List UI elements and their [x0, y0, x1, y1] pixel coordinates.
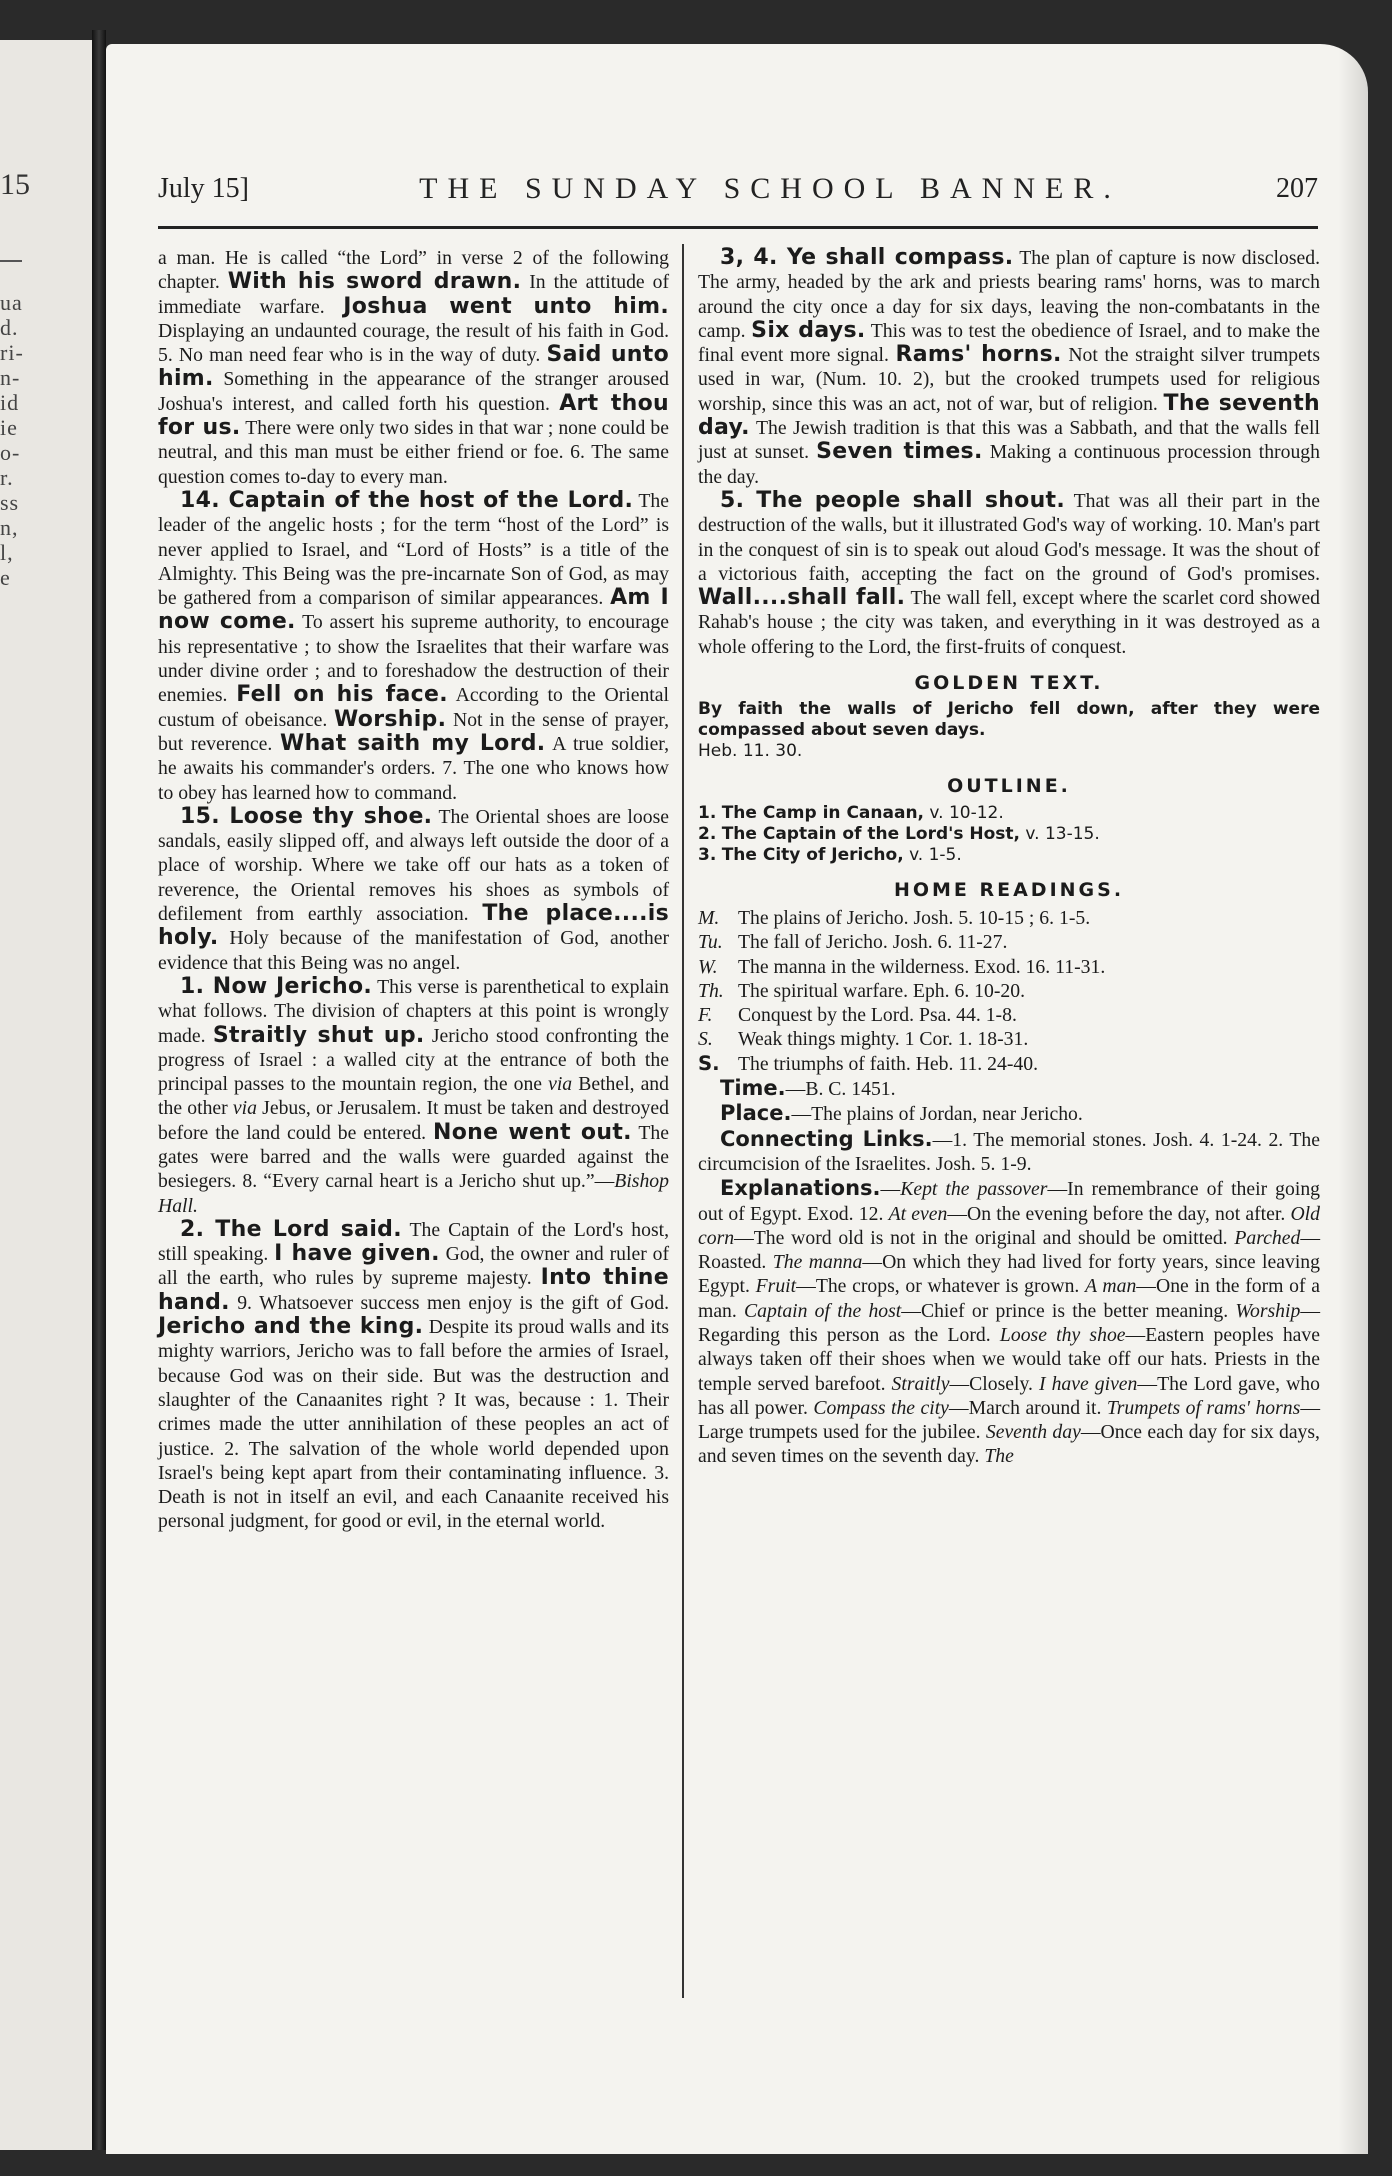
commentary-heading: 2. The Lord said.	[180, 1216, 402, 1242]
time-line	[698, 1076, 1320, 1101]
body-text: There were only two sides in that war ; none could be neutral, and this man must be either friend or foe. 6. The same question comes to-day to every man.	[158, 417, 669, 488]
commentary-heading: I have given.	[274, 1241, 440, 1267]
commentary-heading: Art thou for us.	[158, 390, 669, 441]
body-text: Jericho stood confronting the progress of Israel : a walled city at the entrance of both the principal passes to the mountain region, the one	[158, 1024, 670, 1096]
outline-label: The Captain of the Lord's Host,	[721, 823, 1020, 844]
place-line	[698, 1101, 1320, 1126]
outline-reference: v. 13-15.	[1025, 823, 1100, 844]
golden-text-body: By faith the walls of Jericho fell down, after they were compassed about seven days.	[698, 699, 1320, 741]
outline-reference: v. 10-12.	[929, 802, 1004, 823]
body-text: Not the straight silver trumpets used in war, (Num. 10. 2), but the crooked trumpets used for religious worship, since this was an act, not of war, but of religion.	[698, 344, 1320, 415]
commentary-heading: 3, 4. Ye shall compass.	[720, 245, 1014, 270]
outline-number: 2.	[698, 823, 717, 844]
explanation-definition: —On which they had lived for forty years, since leaving Egypt.	[698, 1251, 1320, 1298]
header-date: July 15]	[158, 172, 249, 204]
body-text: This was to test the obedience of Israel, and to make the final event more signal.	[698, 319, 1321, 367]
commentary-heading: Joshua went unto him.	[343, 293, 669, 319]
explanation-term: Old corn	[698, 1202, 1320, 1249]
previous-page-fragment: ie	[0, 415, 18, 440]
commentary-paragraph	[158, 975, 669, 1218]
explanation-definition: —The Lord gave, who has all power.	[698, 1372, 1320, 1419]
reading-text: The manna in the wilderness. Exod. 16. 11-31.	[738, 955, 1106, 978]
body-text: To assert his supreme authority, to encourage his representative ; to show the Israelites that their warfare was under divine order ; and to foreshadow the destruction of their enemies.	[158, 611, 669, 707]
commentary-heading: 5. The people shall shout.	[720, 487, 1066, 513]
reading-text: The spiritual warfare. Eph. 6. 10-20.	[738, 979, 1026, 1002]
previous-page-fragment: n-	[0, 365, 21, 390]
previous-page-fragment: r.	[0, 465, 14, 490]
explanations	[698, 1176, 1320, 1469]
outline-title: OUTLINE.	[947, 775, 1071, 798]
reading-text: The fall of Jericho. Josh. 6. 11-27.	[738, 931, 1008, 954]
explanation-term: Worship	[1235, 1299, 1301, 1322]
body-text: That was all their part in the destruction of the walls, but it illustrated God's way of working. 10. Man's part in the conquest of sin is to speak out aloud God's message. It was the shout of a victorious faith, accepting the fact on the ground of God's promises.	[698, 489, 1320, 585]
previous-page-fragment: e	[0, 565, 11, 590]
explanations-label: Explanations.	[720, 1176, 881, 1201]
explanation-definition: —The crops, or whatever is grown.	[796, 1275, 1086, 1298]
commentary-heading: The place....is holy.	[158, 901, 669, 951]
body-text: God, the owner and ruler of all the earth, who rules by supreme majesty.	[158, 1243, 670, 1290]
body-text: Jebus, or Jerusalem. It must be taken and destroyed before the land could be entered.	[158, 1097, 669, 1144]
explanation-term: Loose thy shoe	[999, 1323, 1126, 1346]
previous-page-fragment: ua	[0, 290, 23, 315]
previous-page-fragment: id	[0, 390, 20, 415]
commentary-heading: The seventh day.	[698, 390, 1320, 441]
commentary-heading: 14. Captain of the host of the Lord.	[180, 487, 634, 513]
reading-item	[698, 906, 1320, 930]
explanation-definition: —Eastern peoples have always taken off their shoes when we would take off our hats. Priests in the temple served barefoot.	[698, 1323, 1320, 1395]
body-text: A true soldier, he awaits his commander's orders. 7. The one who knows how to obey has learned how to command.	[158, 732, 669, 804]
column-divider	[682, 244, 684, 1998]
body-text: Holy because of the manifestation of God, another evidence that this Being was no angel.	[158, 927, 669, 974]
time-text: —B. C. 1451.	[785, 1078, 896, 1101]
commentary-heading: Wall....shall fall.	[698, 585, 906, 611]
outline-list	[698, 803, 1320, 866]
reading-item	[698, 1027, 1320, 1051]
reading-day: Th.	[698, 979, 724, 1002]
place-label: Place.	[720, 1101, 792, 1126]
previous-page-fragment: n,	[0, 515, 19, 540]
body-text: The Jewish tradition is that this was a Sabbath, and that the walls fell just at sunset.	[698, 417, 1320, 464]
outline-label: The City of Jericho,	[721, 844, 904, 865]
explanations-dash: —	[880, 1178, 901, 1201]
book-gutter	[92, 30, 106, 2150]
commentary-heading: Am I now come.	[158, 585, 669, 635]
explanation-term: At even	[888, 1202, 948, 1225]
connecting-links-text: —1. The memorial stones. Josh. 4. 1-24. 2. The circumcision of the Israelites. Josh. 5. 1-9.	[698, 1128, 1321, 1175]
explanation-definition: —Once each day for six days, and seven times on the seventh day.	[698, 1421, 1320, 1468]
reading-item	[698, 930, 1320, 954]
commentary-heading: Six days.	[751, 317, 866, 343]
previous-page-number: 15	[0, 168, 30, 201]
reading-text: Weak things mighty. 1 Cor. 1. 18-31.	[738, 1028, 1029, 1051]
outline-reference: v. 1-5.	[909, 844, 962, 865]
body-text: This verse is parenthetical to explain what follows. The division of chapters at this point is wrongly made.	[158, 975, 669, 1047]
home-readings-list	[698, 906, 1320, 1076]
previous-page-fragment: d.	[0, 315, 19, 340]
commentary-paragraph	[698, 489, 1320, 659]
commentary-heading: 15. Loose thy shoe.	[180, 803, 433, 829]
golden-text-reference: Heb. 11. 30.	[698, 741, 803, 762]
right-column	[698, 246, 1320, 1469]
running-header	[158, 162, 1318, 229]
reading-day: F.	[698, 1004, 713, 1027]
outline-label: The Camp in Canaan,	[721, 802, 925, 823]
explanation-definition: —Chief or prince is the better meaning.	[901, 1299, 1236, 1322]
explanation-definition: —The word old is not in the original and should be omitted.	[734, 1226, 1235, 1249]
header-title: THE SUNDAY SCHOOL BANNER.	[419, 171, 1121, 205]
commentary-heading: 1. Now Jericho.	[180, 973, 373, 999]
commentary-paragraph	[158, 1218, 669, 1534]
reading-day: S.	[698, 1051, 720, 1075]
explanation-term: Seventh day	[985, 1421, 1081, 1444]
explanation-definition: —In remembrance of their going out of Egypt. Exod. 12.	[698, 1178, 1321, 1225]
body-text: According to the Oriental custum of obeisance.	[158, 684, 669, 731]
commentary-heading: Into thine hand.	[158, 1265, 669, 1315]
body-text: The leader of the angelic hosts ; for the term “host of the Lord” is never applied to Israel, and “Lord of Hosts” is a title of the Almighty. This Being was the pre-incarnate Son of God, as may be gathered from a comparison of similar appearances.	[158, 489, 669, 610]
body-text: The Oriental shoes are loose sandals, easily slipped off, and always left outside the door of a place of worship. Where we take off our hats as a token of reverence, the Oriental removes his shoes as symbols of defilement from earthly association.	[158, 805, 669, 926]
outline-number: 3.	[698, 844, 717, 865]
explanation-term: Kept the passover	[900, 1178, 1048, 1201]
commentary-heading: Seven times.	[816, 439, 983, 465]
connecting-links	[698, 1127, 1320, 1177]
commentary-paragraph	[158, 489, 669, 805]
commentary-paragraph	[698, 246, 1320, 489]
explanation-definition: —On the evening before the day, not after.	[947, 1202, 1291, 1225]
golden-text-title: GOLDEN TEXT.	[914, 672, 1104, 695]
explanation-definition: —Large trumpets used for the jubilee.	[698, 1396, 1321, 1444]
italic-text: via	[232, 1097, 257, 1120]
explanation-definition: —Closely.	[949, 1372, 1039, 1395]
commentary-heading: Said unto him.	[158, 342, 669, 392]
reading-day: S.	[698, 1028, 713, 1051]
quote-attribution: Bishop Hall.	[158, 1170, 669, 1217]
explanation-term: Trumpets of rams' horns	[1106, 1396, 1301, 1419]
explanation-term: I have given	[1039, 1372, 1138, 1395]
commentary-heading: What saith my Lord.	[280, 730, 546, 756]
reading-text: The plains of Jericho. Josh. 5. 10-15 ; 6. 1-5.	[738, 906, 1091, 929]
reading-item	[698, 1003, 1320, 1027]
reading-text: The triumphs of faith. Heb. 11. 24-40.	[738, 1052, 1038, 1075]
explanation-term: Captain of the host	[744, 1299, 902, 1322]
commentary-heading: Straitly shut up.	[212, 1022, 425, 1048]
italic-text: via	[548, 1073, 573, 1096]
explanation-term: Straitly	[891, 1372, 950, 1395]
body-text: The gates were barred and the walls were guarded against the besiegers. 8. “Every carnal heart is a Jericho shut up.”—	[158, 1121, 669, 1193]
commentary-heading: With his sword drawn.	[227, 269, 522, 295]
commentary-heading: None went out.	[433, 1119, 632, 1145]
reading-text: Conquest by the Lord. Psa. 44. 1-8.	[738, 1004, 1017, 1027]
body-text: Bethel, and the other	[158, 1073, 669, 1120]
golden-text	[698, 699, 1320, 762]
outline-item	[698, 845, 1320, 866]
reading-day: W.	[698, 955, 718, 978]
outline-number: 1.	[698, 802, 717, 823]
commentary-paragraph	[158, 246, 669, 489]
explanation-term: The manna	[772, 1251, 863, 1274]
body-text: Displaying an undaunted courage, the result of his faith in God. 5. No man need fear who is in the way of duty.	[158, 319, 669, 367]
outline-item	[698, 803, 1320, 824]
explanation-term: Fruit	[755, 1275, 797, 1298]
previous-page-rule	[0, 260, 22, 262]
home-readings-title: HOME READINGS.	[893, 878, 1125, 901]
body-text: The Captain of the Lord's host, still speaking.	[158, 1218, 669, 1266]
body-text: The wall fell, except where the scarlet cord showed Rahab's house ; the city was taken, and everything in it was destroyed as a whole offering to the Lord, the first-fruits of conquest.	[698, 587, 1320, 658]
body-text: In the attitude of immediate warfare.	[158, 271, 669, 318]
body-text: Not in the sense of prayer, but reverence.	[158, 708, 670, 755]
explanation-term: Parched	[1234, 1226, 1301, 1249]
left-column	[158, 246, 669, 1534]
previous-page-fragment: l,	[0, 540, 14, 565]
explanation-definition: —March around it.	[948, 1396, 1107, 1419]
place-text: —The plains of Jordan, near Jericho.	[791, 1103, 1083, 1126]
explanation-definition: —Roasted.	[698, 1226, 1320, 1274]
body-text: Making a continuous procession through the day.	[698, 441, 1320, 488]
commentary-heading: Worship.	[334, 706, 447, 732]
body-text: 9. Whatsoever success men enjoy is the gift of God.	[229, 1291, 669, 1314]
body-text: The plan of capture is now disclosed. The army, headed by the ark and priests bearing rams' horns, was to march around the city once a day for six days, leaving the non-combatants in the camp.	[698, 247, 1320, 342]
body-text: Something in the appearance of the stranger aroused Joshua's interest, and called forth his question.	[158, 368, 669, 415]
commentary-heading: Rams' horns.	[895, 342, 1062, 368]
reading-day: M.	[698, 906, 720, 929]
commentary-heading: Fell on his face.	[236, 682, 448, 708]
connecting-links-label: Connecting Links.	[720, 1126, 933, 1151]
page-number: 207	[1276, 172, 1318, 204]
previous-page-fragment: ss	[0, 490, 20, 515]
body-text: Despite its proud walls and its mighty warriors, Jericho was to fall before the armies of Israel, because God was on their side. But was the destruction and slaughter of the Canaanites right ? It was, because : 1. Their crimes made the utter annihilation of these peoples an act of justice. 2. The salvation of the whole world depended upon Israel's being kept apart from their contaminating influence. 3. Death is not in itself an evil, and each Canaanite received his personal judgment, for good or evil, in the eternal world.	[158, 1316, 669, 1533]
previous-page-fragment: ri-	[0, 340, 24, 365]
outline-item	[698, 824, 1320, 845]
body-text: a man. He is called “the Lord” in verse 2 of the following chapter.	[158, 247, 669, 294]
commentary-heading: Jericho and the king.	[158, 1314, 424, 1340]
reading-day: Tu.	[698, 931, 723, 954]
explanation-definition: —One in the form of a man.	[698, 1275, 1321, 1322]
explanation-term: A man	[1085, 1275, 1137, 1298]
explanation-term: The	[984, 1445, 1014, 1468]
explanation-definition: —Regarding this person as the Lord.	[698, 1299, 1320, 1346]
commentary-paragraph	[158, 805, 669, 975]
reading-item	[698, 979, 1320, 1003]
explanation-term: Compass the city	[813, 1396, 949, 1419]
previous-page-edge	[0, 40, 92, 2150]
reading-item	[698, 1052, 1320, 1076]
time-label: Time.	[720, 1076, 786, 1101]
previous-page-fragment: o-	[0, 440, 21, 465]
page	[106, 44, 1368, 2154]
reading-item	[698, 955, 1320, 979]
